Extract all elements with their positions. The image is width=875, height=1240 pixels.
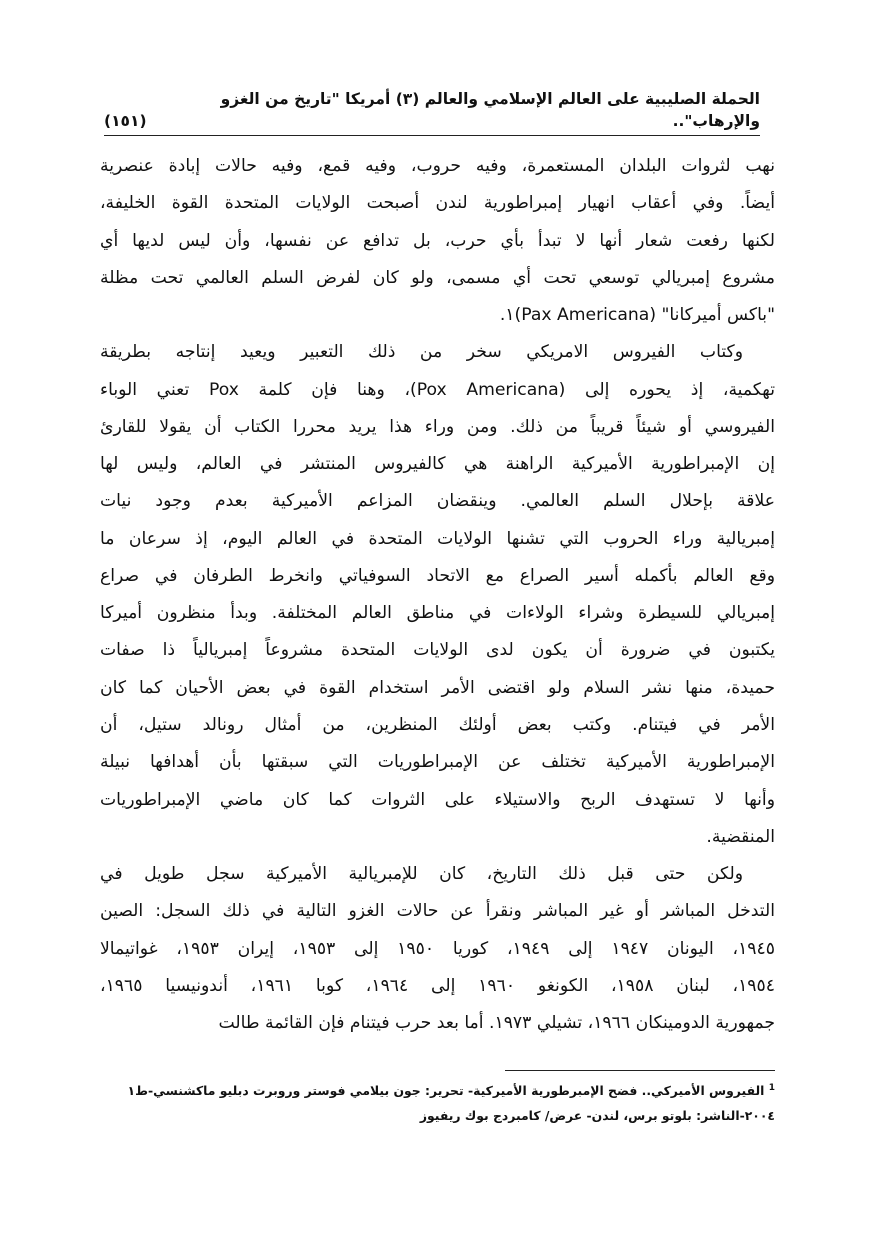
text-line: نهب لثروات البلدان المستعمرة، وفيه حروب، وفيه قمع، وفيه حالات إبادة عنصرية <box>100 156 775 176</box>
text-line: ولكن حتى قبل ذلك التاريخ، كان للإمبريالية الأميركية سجل طويل في <box>100 864 743 885</box>
text-line: مشروع إمبريالي توسعي تحت أي مسمى، ولو كان لفرض السلم العالمي تحت مظلة <box>100 267 775 288</box>
running-header <box>104 88 760 136</box>
text-line: تهكمية، إذ يحوره إلى (Pox Americana)، وهنا فإن كلمة Pox تعني الوباء <box>100 379 775 400</box>
text-line: ١٩٤٥، اليونان ١٩٤٧ إلى ١٩٤٩، كوريا ١٩٥٠ إلى ١٩٥٣، إيران ١٩٥٣، غواتيمالا <box>100 938 776 959</box>
footnote-line-1 <box>100 1076 775 1103</box>
text-line: الفيروسي أو شيئاً قريباً من ذلك. ومن وراء هذا يريد محررا الكتاب أن يقولا للقارئ <box>100 416 775 437</box>
text-line: إن الإمبراطورية الأميركية الراهنة هي كالفيروس المنتشر في العالم، وليس لها <box>100 454 775 475</box>
text-line: أيضاً. وفي أعقاب انهيار إمبراطورية لندن أصبحت الولايات المتحدة القوة الخليفة، <box>100 193 775 214</box>
text-line: جمهورية الدومينكان ١٩٦٦، تشيلي ١٩٧٣. أما بعد حرب فيتنام فإن القائمة طالت <box>218 1013 775 1034</box>
text-line: يكتبون في ضرورة أن يكون لدى الولايات المتحدة مشروعاً إمبريالياً ذا صفات <box>100 640 775 661</box>
footnote-line-2: ٢٠٠٤-الناشر: بلوتو برس، لندن- عرض/ كامبردج بوك ريفيوز <box>419 1108 775 1124</box>
page-number: (١٥١) <box>104 112 147 130</box>
text-line: إمبريالي للسيطرة وشراء الولاءات في مناطق العالم المختلفة. وبدأ منظرون أميركا <box>100 603 775 624</box>
footnote-text: الفيروس الأميركي.. فضح الإمبرطورية الأميركية- تحرير: جون بيلامي فوستر وروبرت دبليو ماكشنسي-ط١ <box>127 1083 765 1099</box>
text-line: وكتاب الفيروس الامريكي سخر من ذلك التعبير ويعيد إنتاجه بطريقة <box>100 342 743 363</box>
footnote-divider <box>505 1070 775 1071</box>
text-line: الأمر في فيتنام. وكتب بعض أولئك المنظرين، من أمثال رونالد ستيل، أن <box>100 714 775 735</box>
paragraph <box>100 334 775 856</box>
text-line: وأنها لا تستهدف الربح والاستيلاء على الثروات كما كان ماضي الإمبراطوريات <box>100 789 775 810</box>
text-line: علاقة بإحلال السلم العالمي. وينقضان المزاعم الأميركية بعدم وجود نيات <box>100 491 775 512</box>
text-line: التدخل المباشر أو غير المباشر ونقرأ عن حالات الغزو التالية في ذلك السجل: الصين <box>100 901 775 922</box>
paragraph <box>100 148 775 334</box>
text-line: إمبريالية وراء الحروب التي تشنها الولايات المتحدة في العالم اليوم، إذ سرعان ما <box>100 528 775 549</box>
header-title: الحملة الصليبية على العالم الإسلامي والعالم (٣) أمريكا "تاريخ من الغزو والإرهاب".. <box>220 90 760 130</box>
body-text <box>100 148 775 1042</box>
text-line: حميدة، منها نشر السلام ولو اقتضى الأمر استخدام القوة في بعض الأحيان كما كان <box>100 677 775 698</box>
text-line: الإمبراطورية الأميركية تختلف عن الإمبراطوريات التي سبقتها بأن أهدافها نبيلة <box>100 752 775 773</box>
footnote-marker: 1 <box>768 1083 775 1093</box>
paragraph <box>100 856 775 1042</box>
text-line: ١٩٥٤، لبنان ١٩٥٨، الكونغو ١٩٦٠ إلى ١٩٦٤، كوبا ١٩٦١، أندونيسيا ١٩٦٥، <box>100 975 775 996</box>
text-line: المنقضية. <box>706 826 775 847</box>
text-line: وقع العالم بأكمله أسير الصراع مع الاتحاد السوفياتي وانخرط الطرفان في صراع <box>100 565 775 586</box>
text-line: لكنها رفعت شعار أنها لا تبدأ بأي حرب، بل تدافع عن نفسها، وأن ليس لديها أي <box>100 230 775 251</box>
footnote <box>100 1076 775 1128</box>
text-line: "باكس أميركانا" (Pax Americana)١. <box>499 305 775 326</box>
